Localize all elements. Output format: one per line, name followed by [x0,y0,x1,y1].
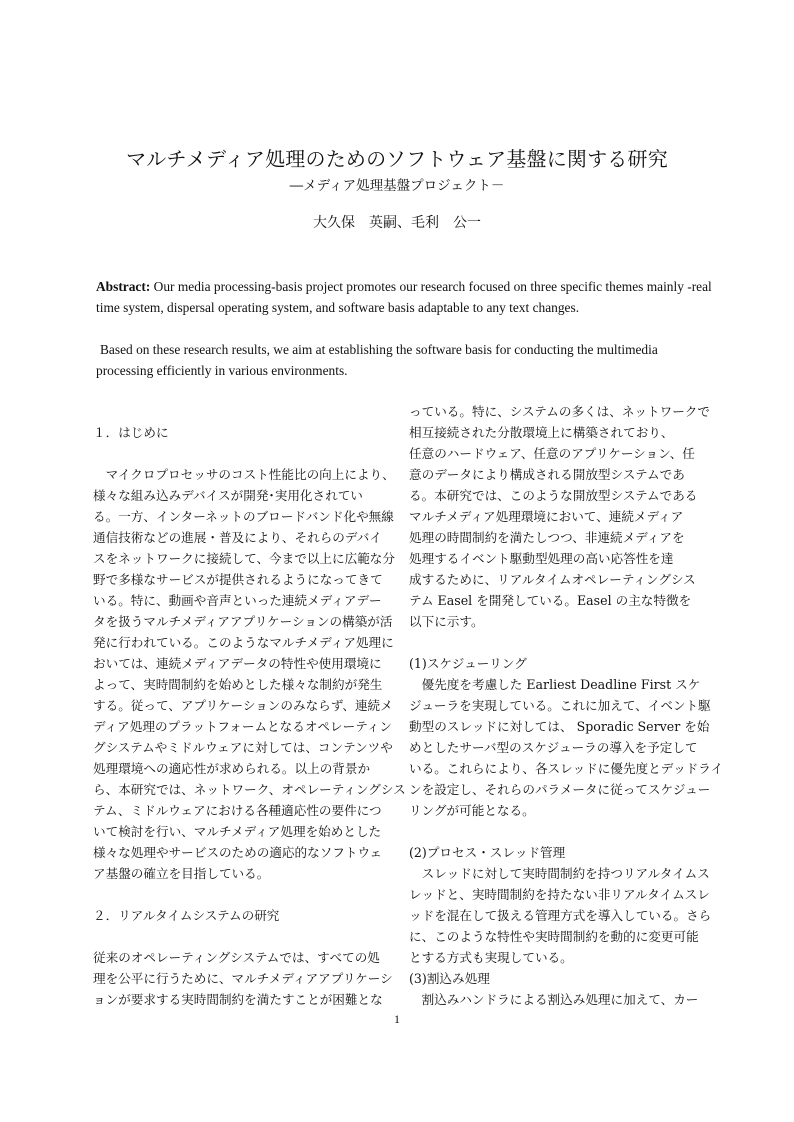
left-column-line: 理を公平に行うために、マルチメディアアプリケーシ [93,971,393,986]
left-column-line: 通信技術などの進展・普及により、それらのデバイ [93,530,382,545]
right-column-line: スレッドに対して実時間制約を持つリアルタイムス [409,866,710,881]
abstract-label: Abstract: [96,279,151,294]
abstract [96,276,716,381]
left-column-line [93,884,398,905]
abstract-text-1: Our media processing-basis project promotes our research focused on three specific themes mainly -real time system, dispersal operating system, and software basis adaptable to any text changes. [96,279,712,315]
right-column-line: ンを設定し、それらのパラメータに従ってスケジュー [409,782,711,797]
left-column-line: する。従って、アプリケーションのみならず、連続メ [93,698,393,713]
left-column-line: １．はじめに [93,425,169,440]
right-column-line: (1)スケジューリング [409,656,527,671]
paper-subtitle: ―メディア処理基盤プロジェクト－ [289,178,505,194]
right-column-line: レッドと、実時間制約を持たない非リアルタイムスレ [409,887,710,902]
abstract-paragraph-1 [96,276,716,318]
authors: 大久保 英嗣、毛利 公一 [313,215,481,231]
left-column-line: いて検討を行い、マルチメディア処理を始めとした [93,824,382,839]
left-column-line: 発に行われている。このようなマルチメディア処理に [93,635,394,650]
left-column-line: ディア処理のプラットフォームとなるオペレーティン [93,719,392,734]
right-column-line: ジューラを実現している。これに加えて、イベント駆 [409,698,711,713]
right-column-line: ッドを混在して扱える管理方式を導入している。さら [409,908,712,923]
left-column-line: 野で多様なサービスが提供されるようになってきて [93,572,383,587]
page-number: 1 [394,1012,400,1026]
left-column-line: ョンが要求する実時間制約を満たすことが困難とな [93,992,383,1007]
right-column-line: とする方式も実現している。 [409,950,573,965]
left-column-line [93,926,398,947]
right-column-line: いる。これらにより、各スレッドに優先度とデッドライ [409,761,724,776]
right-column-line: 意のデータにより構成される開放型システムであ [409,467,685,482]
right-column-line: 処理するイベント駆動型処理の高い応答性を達 [409,551,674,566]
right-column-line: 優先度を考慮した Earliest Deadline First スケ [409,677,701,692]
right-column-line: マルチメディア処理環境において、連続メディア [409,509,684,524]
left-column-line: タを扱うマルチメディアアプリケーションの構築が活 [93,614,393,629]
left-column-line: テム、ミドルウェアにおける各種適応性の要件につ [93,803,382,818]
right-column-line: めとしたサーバ型のスケジューラの導入を予定して [409,740,698,755]
left-column-line: ２．リアルタイムシステムの研究 [93,908,280,923]
right-column-line: 割込みハンドラによる割込み処理に加えて、カー [409,992,699,1007]
right-column-line [409,632,714,653]
right-column-line: る。本研究では、このような開放型システムである [409,488,698,503]
left-column-line: グシステムやミドルウェアに対しては、コンテンツや [93,740,393,755]
right-column-line [409,821,714,842]
left-column-line: いる。特に、動画や音声といった連続メディアデー [93,593,382,608]
right-column-line: テム Easel を開発している。Easel の主な特徴を [409,593,692,608]
right-column-line: 以下に示す。 [409,614,484,629]
right-column-line: 任意のハードウェア、任意のアプリケーション、任 [409,446,695,461]
right-column-line: っている。特に、システムの多くは、ネットワークで [409,404,710,419]
left-column-line: ら、本研究では、ネットワーク、オペレーティングシス [93,782,406,797]
left-column-line: マイクロプロセッサのコスト性能比の向上により、 [93,467,395,482]
left-column-line: ア基盤の確立を目指している。 [93,866,270,881]
right-column-line: 相互接続された分散環境上に構築されており、 [409,425,674,440]
left-column-line: 処理環境への適応性が求められる。以上の背景か [93,761,371,776]
right-column-line: 成するために、リアルタイムオペレーティングシス [409,572,696,587]
paper-title: マルチメディア処理のためのソフトウェア基盤に関する研究 [126,147,668,171]
left-column-line: おいては、連続メディアデータの特性や使用環境に [93,656,382,671]
right-column [409,401,724,1010]
left-column-line [93,443,398,464]
left-column [93,422,406,1010]
right-column-line: リングが可能となる。 [409,803,535,818]
right-column-line: 動型のスレッドに対しては、 Sporadic Server を始 [409,719,710,734]
left-column-line: 様々な組み込みデバイスが開発･実用化されてい [93,488,363,503]
abstract-paragraph-2: Based on these research results, we aim at establishing the software basis for conducting the multimedia processing efficiently in various environments. [96,342,658,378]
right-column-line: に、このような特性や実時間制約を動的に変更可能 [409,929,699,944]
left-column-line: よって、実時間制約を始めとした様々な制約が発生 [93,677,383,692]
left-column-line: 従来のオペレーティングシステムでは、すべての処 [93,950,380,965]
left-column-line: 様々な処理やサービスのための適応的なソフトウェ [93,845,383,860]
left-column-line: スをネットワークに接続して、今まで以上に広範な分 [93,551,395,566]
right-column-line: (2)プロセス・スレッド管理 [409,845,566,860]
left-column-line: る。一方、インターネットのブロードバンド化や無線 [93,509,394,524]
right-column-line: (3)割込み処理 [409,971,490,986]
right-column-line: 処理の時間制約を満たしつつ、非連続メディアを [409,530,685,545]
